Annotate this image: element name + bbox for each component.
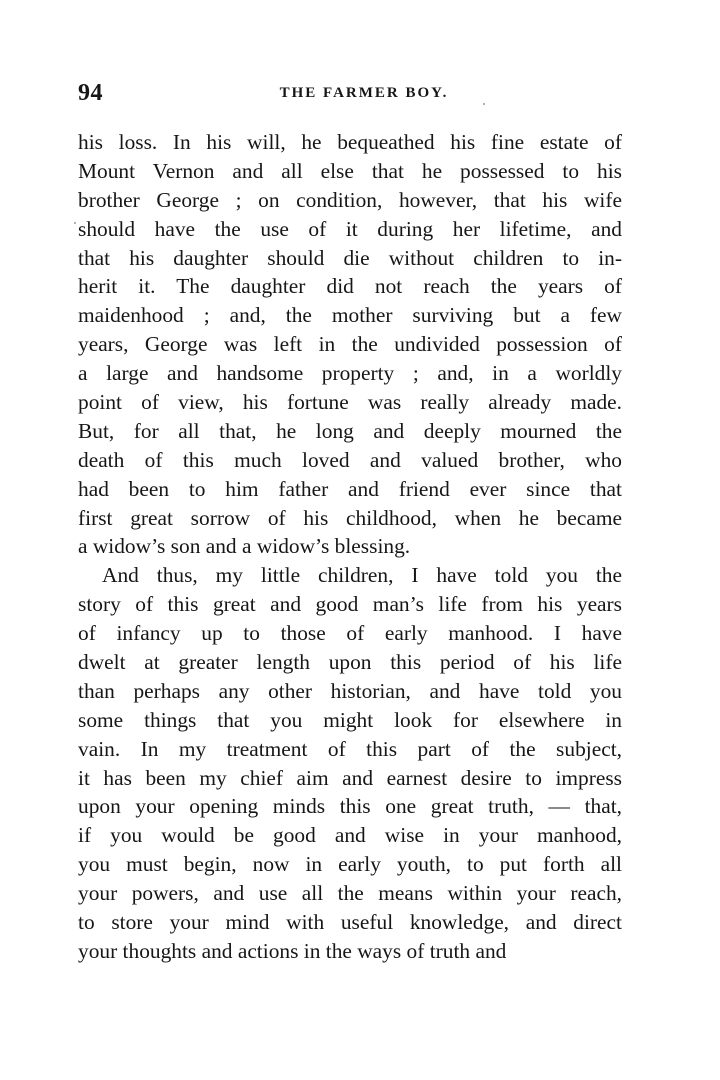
text-line: years, George was left in the undivided possession of — [78, 332, 622, 357]
paragraph — [78, 128, 622, 561]
text-line: than perhaps any other historian, and have told you — [78, 678, 622, 703]
text-line: upon your opening minds this one great truth, — that, — [78, 794, 622, 819]
text-line: it has been my chief aim and earnest desire to impress — [78, 765, 622, 790]
text-line: your thoughts and actions in the ways of truth and — [78, 938, 507, 963]
text-line: had been to him father and friend ever since that — [78, 476, 622, 501]
page-header — [78, 74, 622, 114]
text-line: should have the use of it during her lifetime, and — [78, 216, 622, 241]
paragraph — [78, 561, 622, 965]
text-line: point of view, his fortune was really already made. — [78, 390, 622, 415]
text-line: herit it. The daughter did not reach the years of — [78, 274, 622, 299]
text-line: maidenhood ; and, the mother surviving but a few — [78, 303, 622, 328]
text-line: a large and handsome property ; and, in a worldly — [78, 361, 622, 386]
text-line: death of this much loved and valued brother, who — [78, 447, 622, 472]
text-line: a widow’s son and a widow’s blessing. — [78, 534, 411, 559]
text-line: brother George ; on condition, however, that his wife — [78, 187, 622, 212]
text-line: some things that you might look for elsewhere in — [78, 707, 622, 732]
text-line: if you would be good and wise in your manhood, — [78, 823, 622, 848]
running-head: THE FARMER BOY. — [279, 85, 449, 101]
text-line: And thus, my little children, I have told you the — [102, 563, 622, 588]
page-number: 94 — [78, 80, 103, 106]
text-line: to store your mind with useful knowledge, and direct — [78, 910, 622, 935]
text-line: story of this great and good man’s life from his years — [78, 592, 622, 617]
paper-speck — [483, 103, 485, 105]
text-line: vain. In my treatment of this part of the subject, — [78, 736, 622, 761]
paper-speck — [74, 222, 76, 224]
text-line: Mount Vernon and all else that he possessed to his — [78, 158, 622, 183]
text-line: your powers, and use all the means within your reach, — [78, 881, 622, 906]
text-line: his loss. In his will, he bequeathed his fine estate of — [78, 130, 622, 154]
text-line: that his daughter should die without children to in- — [78, 245, 622, 270]
body-text — [78, 128, 622, 966]
text-line: you must begin, now in early youth, to put forth all — [78, 852, 622, 877]
text-line: dwelt at greater length upon this period of his life — [78, 650, 622, 675]
text-line: But, for all that, he long and deeply mourned the — [78, 418, 622, 443]
text-line: first great sorrow of his childhood, when he became — [78, 505, 622, 530]
text-line: of infancy up to those of early manhood. I have — [78, 621, 622, 646]
